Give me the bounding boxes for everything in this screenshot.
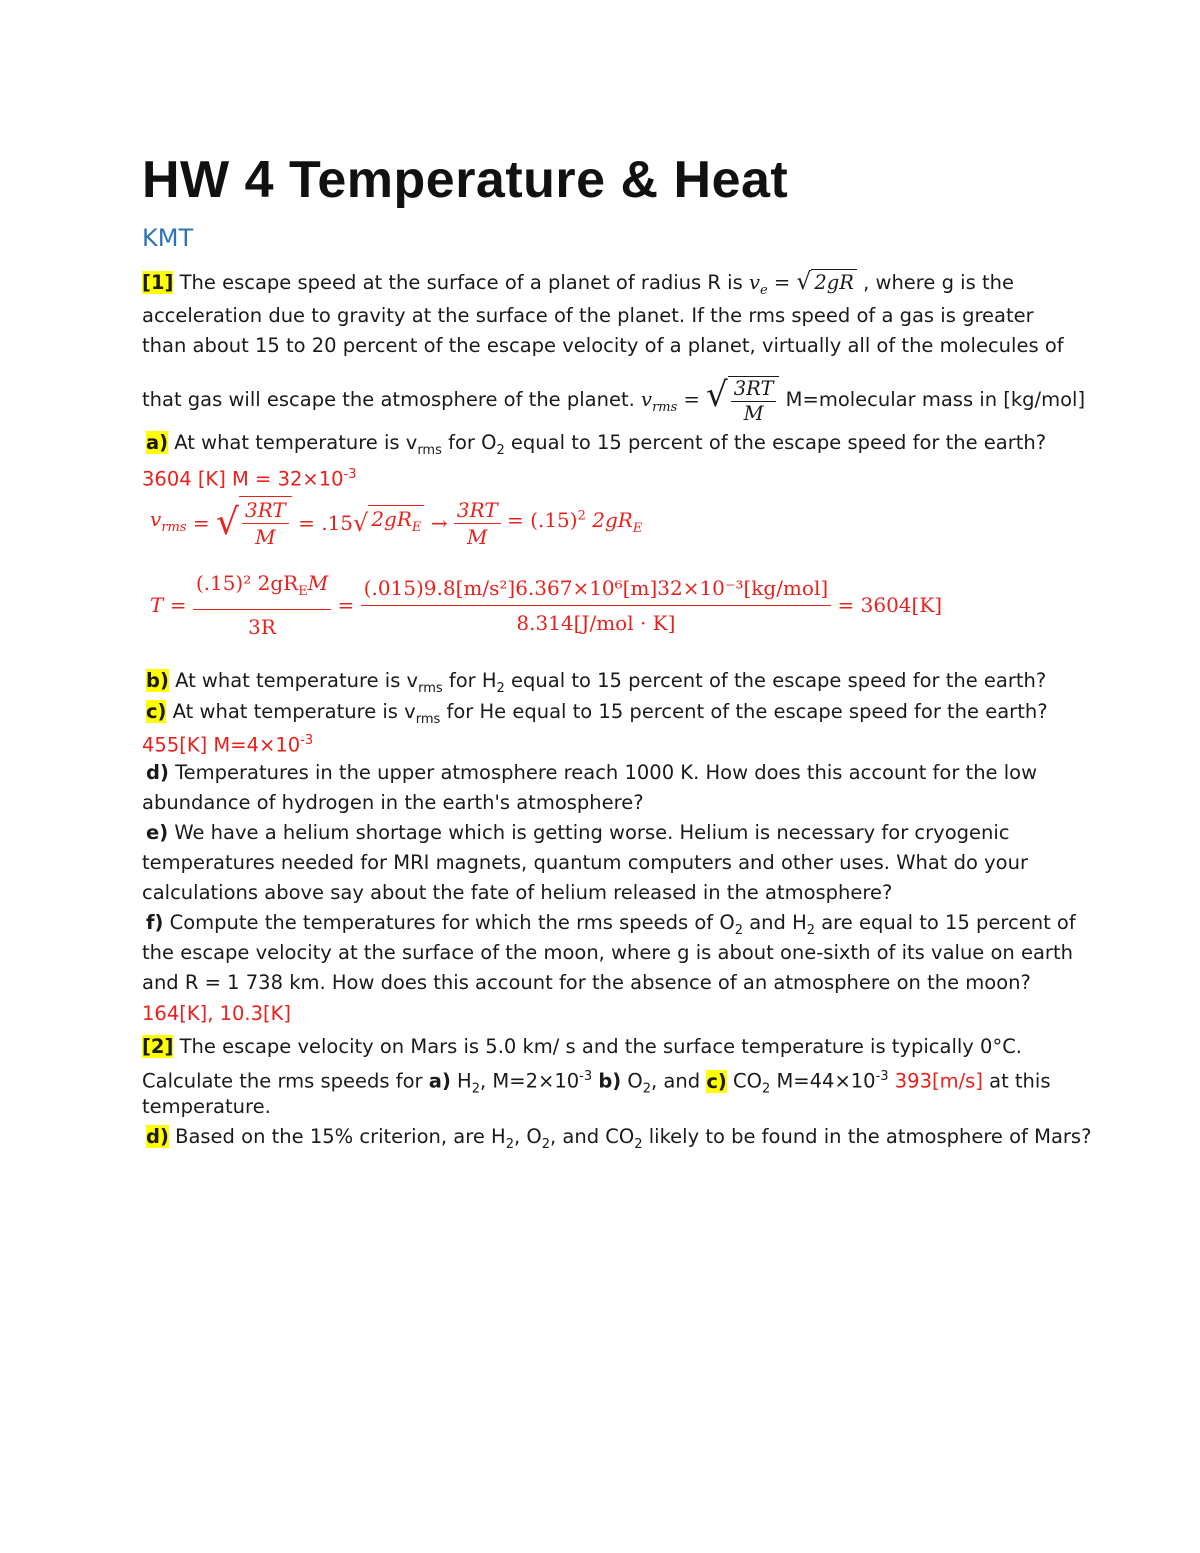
question-e-line-1: e) We have a helium shortage which is getting worse. Helium is necessary for cryogenic <box>146 821 1010 844</box>
page-title: HW 4 Temperature & Heat <box>142 151 789 209</box>
escape-speed-radicand: 2gR <box>811 269 857 296</box>
answer-c: 455[K] $M=4\times 10^{-3}$ <box>142 733 314 757</box>
question-e-line-2: temperatures needed for MRI magnets, quantum computers and other uses. What do your <box>142 851 1028 874</box>
problem-2-question-d: d) Based on the 15% criterion, are $H_2$, $O_2$, and $CO_2$ likely to be found in the atmosphere of Mars? <box>146 1125 1092 1152</box>
problem-2-line-3: temperature. <box>142 1095 271 1118</box>
problem-2-line-1: [2] The escape velocity on Mars is 5.0 km/ s and the surface temperature is typically 0°C. <box>142 1035 1023 1058</box>
question-f-line-3: and R = 1 738 km. How does this account for the absence of an atmosphere on the moon? <box>142 971 1031 994</box>
section-subtitle: KMT <box>142 224 194 252</box>
answer-a: 3604 [K] $M = 32\times 10^{-3}$ <box>142 467 357 491</box>
question-e-line-3: calculations above say about the fate of helium released in the atmosphere? <box>142 881 893 904</box>
answer-mars: 393[m/s] <box>888 1069 983 1093</box>
question-f-line-1: f) Compute the temperatures for which the rms speeds of $O_2$ and $H_2$ are equal to 15 percent of <box>146 911 1076 938</box>
problem-1-line-1: [1] The escape speed at the surface of a planet of radius R is $v_e$ = √ 2gR , where g is the <box>142 267 1014 298</box>
equation-temperature: T = $\frac{(.15)^2 2gR_EM}{3R}$ = $\frac{\text{(.015)9.8[m/s²]6.367×10⁶[m]32×10⁻³[kg/mol]}}{\text{8.314[J/mol · K]}}$ = 3604[K] <box>150 566 942 644</box>
problem-1-line-4: that gas will escape the atmosphere of the planet. $v_{rms}$ = √ $\frac{3RT}{M}$ M=molecular mass in [kg/mol] <box>142 375 1086 425</box>
problem-1-line-3: than about 15 to 20 percent of the escape velocity of a planet, virtually all of the molecules of <box>142 334 1064 357</box>
problem-2-line-2: Calculate the rms speeds for a) $H_2$, $M=2\times 10^{-3}$ b) $O_2$, and c) $CO_2$ $M=44\times 10^{-3}$ 393[m/s] at this <box>142 1069 1051 1097</box>
escape-speed-symbol: $v_e$ <box>748 271 768 298</box>
vrms-symbol: $v_{rms}$ <box>641 388 678 415</box>
problem-1-tag: [1] <box>142 271 174 294</box>
answer-f: 164[K], 10.3[K] <box>142 1002 292 1025</box>
question-d-line-2: abundance of hydrogen in the earth's atmosphere? <box>142 791 644 814</box>
equation-vrms: $v_{rms}$ = √ $\frac{3RT}{M}$ = .15√ $2gR_E$ → $\frac{3RT}{M}$ = $(.15)^2$ $2gR_E$ <box>150 497 643 549</box>
question-f-line-2: the escape velocity at the surface of the moon, where g is about one-sixth of its value on earth <box>142 941 1073 964</box>
question-d-line-1: d) Temperatures in the upper atmosphere reach 1000 K. How does this account for the low <box>146 761 1038 784</box>
vrms-fraction: $\frac{3RT}{M}$ <box>728 376 780 426</box>
problem-1-line-2: acceleration due to gravity at the surface of the planet. If the rms speed of a gas is greater <box>142 304 1034 327</box>
question-c: c) At what temperature is $v_{rms}$ for He equal to 15 percent of the escape speed for the earth? <box>146 700 1048 727</box>
question-b: b) At what temperature is $v_{rms}$ for $H_2$ equal to 15 percent of the escape speed for the earth? <box>146 669 1047 696</box>
question-a: a) At what temperature is $v_{rms}$ for $O_2$ equal to 15 percent of the escape speed for the earth? <box>146 431 1047 458</box>
